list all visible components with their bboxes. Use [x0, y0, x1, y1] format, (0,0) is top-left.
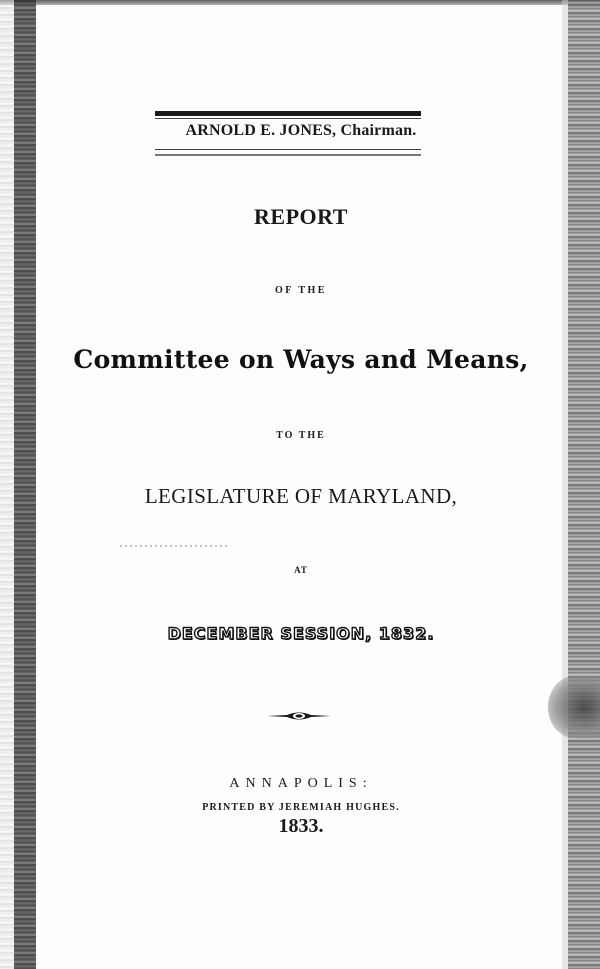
title-report: REPORT	[254, 204, 348, 229]
title-of-the: OF THE	[275, 285, 327, 296]
scan-top-edge	[0, 0, 600, 5]
title-committee: Committee on Ways and Means,	[73, 345, 529, 374]
imprint-place: ANNAPOLIS:	[229, 776, 373, 791]
chairman-line: ARNOLD E. JONES, Chairman.	[185, 122, 417, 139]
imprint-year: 1833.	[278, 815, 324, 837]
scan-ink-blot	[548, 676, 600, 738]
title-session: DECEMBER SESSION, 1832.	[167, 624, 435, 643]
header-rule-bottom	[155, 149, 421, 156]
scan-left-margin	[0, 0, 14, 969]
ornament-divider-icon	[267, 709, 331, 723]
imprint-printer: PRINTED BY JEREMIAH HUGHES.	[202, 802, 400, 813]
scan-right-binding	[568, 0, 600, 969]
header-rule-thick	[155, 111, 421, 116]
title-at: AT	[294, 565, 308, 575]
title-legislature: LEGISLATURE OF MARYLAND,	[144, 484, 458, 508]
scan-left-binding	[14, 0, 36, 969]
scan-speckle	[120, 545, 230, 547]
title-to-the: TO THE	[276, 430, 326, 441]
header-rule-thin	[155, 118, 421, 119]
